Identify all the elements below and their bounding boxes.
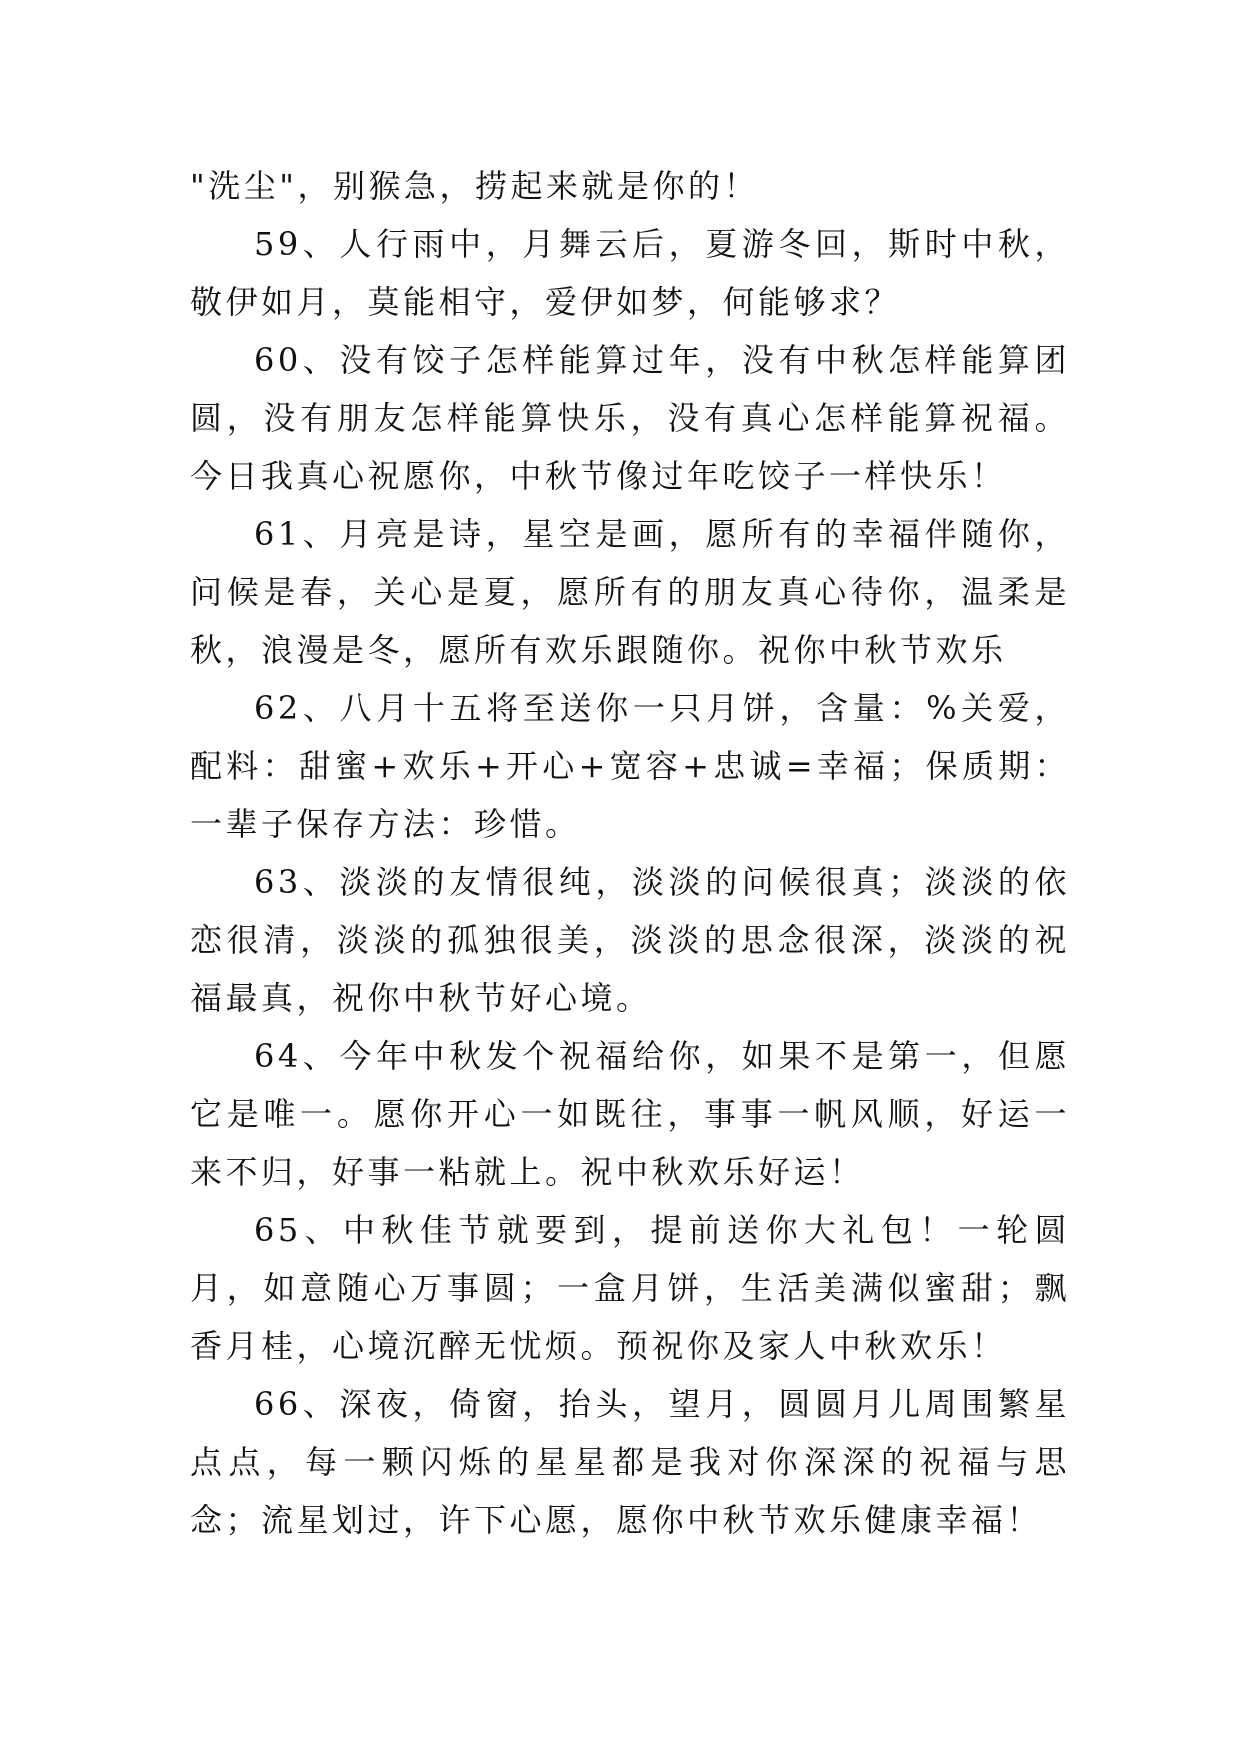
paragraph-60: 60、没有饺子怎样能算过年，没有中秋怎样能算团圆，没有朋友怎样能算快乐，没有真心怎样能算祝福。今日我真心祝愿你，中秋节像过年吃饺子一样快乐！ xyxy=(190,341,1070,495)
paragraph-63: 63、淡淡的友情很纯，淡淡的问候很真；淡淡的依恋很清，淡淡的孤独很美，淡淡的思念很深，淡淡的祝福最真，祝你中秋节好心境。 xyxy=(190,863,1070,1017)
paragraph-66: 66、深夜，倚窗，抬头，望月，圆圆月儿周围繁星点点，每一颗闪烁的星星都是我对你深深的祝福与思念；流星划过，许下心愿，愿你中秋节欢乐健康幸福！ xyxy=(190,1385,1070,1539)
paragraph-59: 59、人行雨中，月舞云后，夏游冬回，斯时中秋，敬伊如月，莫能相守，爱伊如梦，何能够求？ xyxy=(190,225,1070,321)
paragraph-62: 62、八月十五将至送你一只月饼，含量：%关爱，配料：甜蜜+欢乐+开心+宽容+忠诚=幸福；保质期：一辈子保存方法：珍惜。 xyxy=(190,689,1070,843)
paragraph-65: 65、中秋佳节就要到，提前送你大礼包！一轮圆月，如意随心万事圆；一盒月饼，生活美满似蜜甜；飘香月桂，心境沉醉无忧烦。预祝你及家人中秋欢乐！ xyxy=(190,1211,1070,1365)
paragraph-64: 64、今年中秋发个祝福给你，如果不是第一，但愿它是唯一。愿你开心一如既往，事事一帆风顺，好运一来不归，好事一粘就上。祝中秋欢乐好运！ xyxy=(190,1037,1070,1191)
paragraph-61: 61、月亮是诗，星空是画，愿所有的幸福伴随你，问候是春，关心是夏，愿所有的朋友真心待你，温柔是秋，浪漫是冬，愿所有欢乐跟随你。祝你中秋节欢乐 xyxy=(190,515,1070,669)
paragraph-continuation: "洗尘"，别猴急，捞起来就是你的！ xyxy=(190,167,759,205)
document-body xyxy=(190,157,1070,1549)
